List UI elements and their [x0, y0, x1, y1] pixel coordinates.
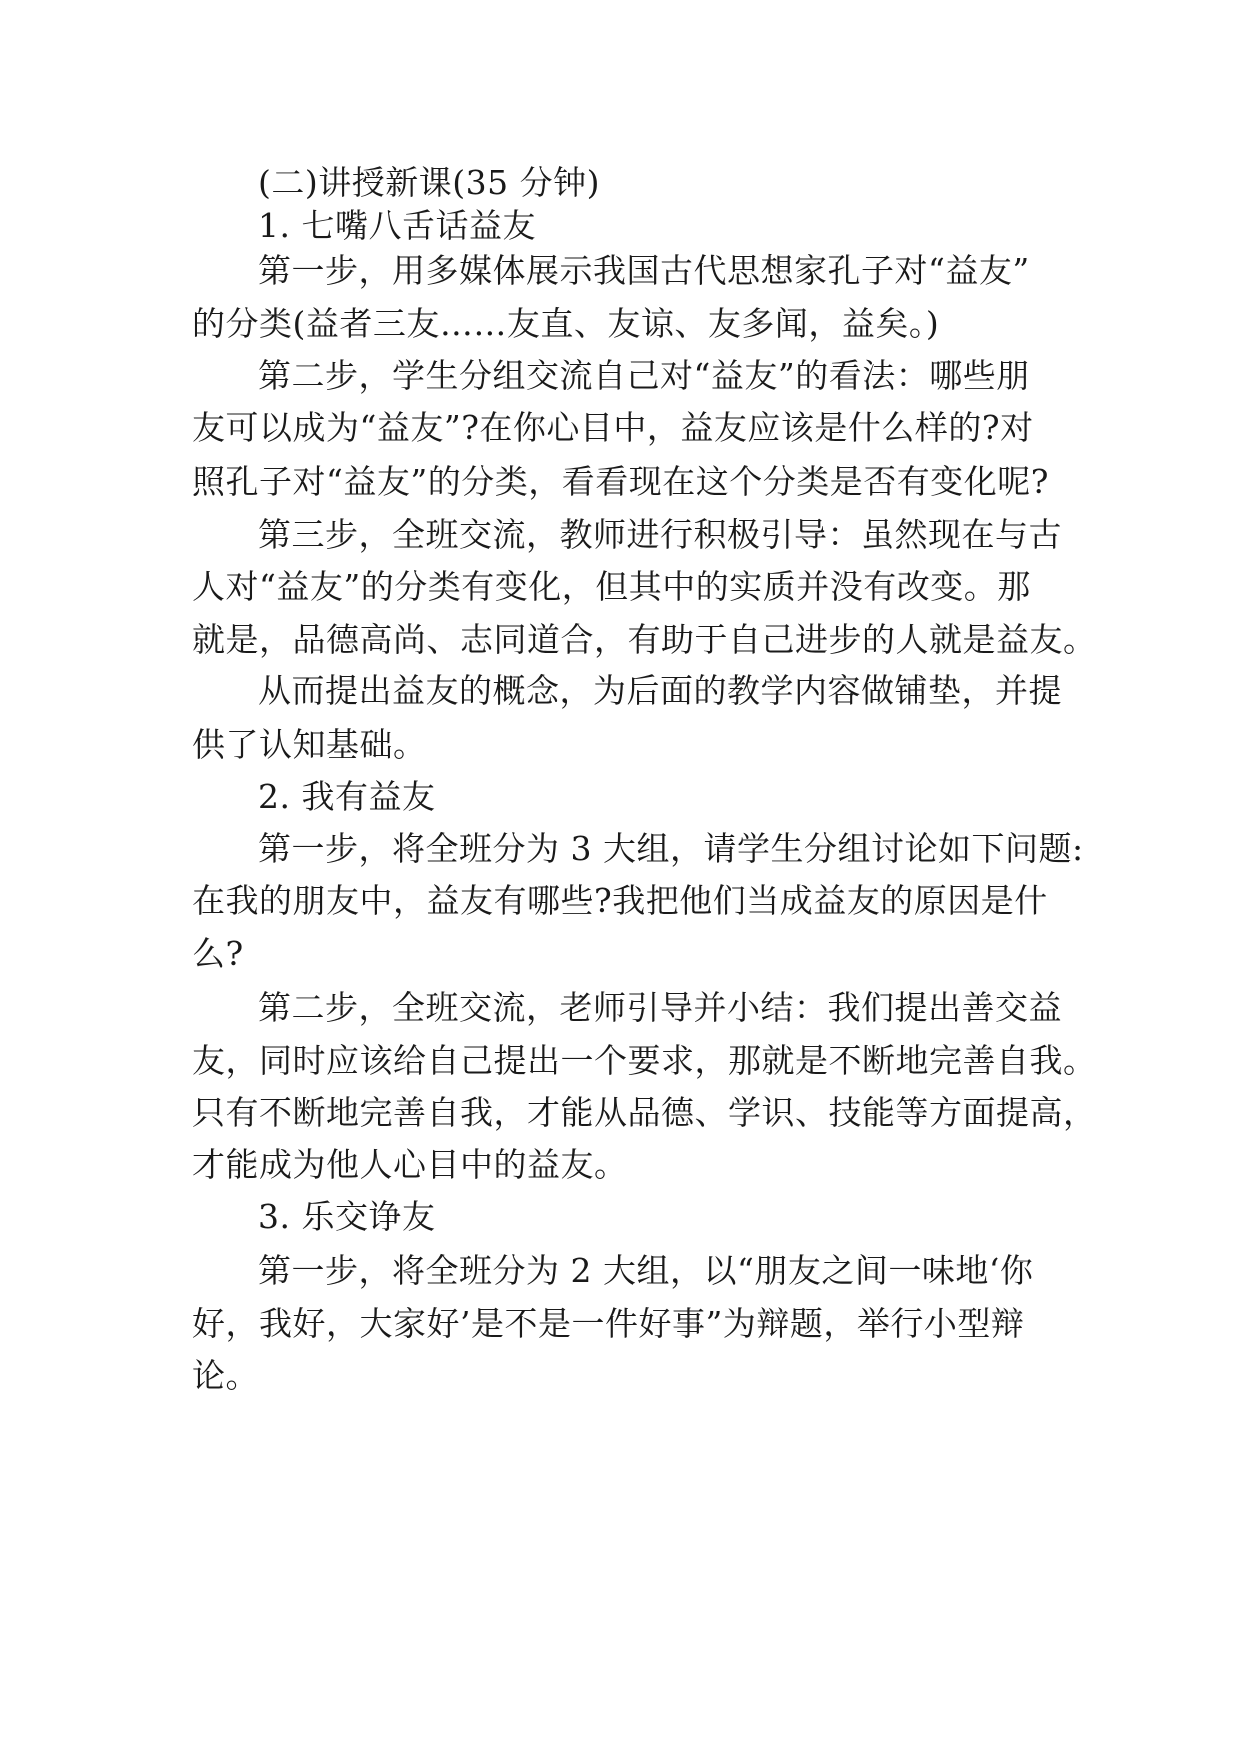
paragraph-line: 第二步，全班交流，老师引导并小结：我们提出善交益 [258, 988, 1062, 1027]
paragraph-line: 就是，品德高尚、志同道合，有助于自己进步的人就是益友。 [192, 620, 1097, 659]
subsection-heading: 1. 七嘴八舌话益友 [258, 206, 536, 245]
subsection-heading: 3. 乐交诤友 [258, 1197, 436, 1236]
paragraph-line: 第一步，将全班分为 3 大组，请学生分组讨论如下问题: [258, 829, 1084, 868]
paragraph-line: 只有不断地完善自我，才能从品德、学识、技能等方面提高， [192, 1093, 1097, 1132]
section-heading: (二)讲授新课(35 分钟) [258, 163, 600, 202]
paragraph-line: 么? [192, 934, 244, 973]
paragraph-line: 第一步，将全班分为 2 大组，以“朋友之间一味地‘你 [258, 1251, 1034, 1290]
paragraph-line: 人对“益友”的分类有变化，但其中的实质并没有改变。那 [192, 567, 1031, 606]
paragraph-line: 第三步，全班交流，教师进行积极引导：虽然现在与古 [258, 515, 1062, 554]
paragraph-line: 友，同时应该给自己提出一个要求，那就是不断地完善自我。 [192, 1041, 1097, 1080]
paragraph-line: 照孔子对“益友”的分类，看看现在这个分类是否有变化呢? [192, 462, 1049, 501]
paragraph-line: 论。 [192, 1356, 259, 1395]
subsection-heading: 2. 我有益友 [258, 777, 436, 816]
paragraph-line: 的分类(益者三友……友直、友谅、友多闻，益矣。) [192, 304, 940, 343]
paragraph-line: 从而提出益友的概念，为后面的教学内容做铺垫，并提 [258, 671, 1062, 710]
paragraph-line: 好，我好，大家好’是不是一件好事”为辩题，举行小型辩 [192, 1304, 1025, 1343]
paragraph-line: 在我的朋友中，益友有哪些?我把他们当成益友的原因是什 [192, 881, 1048, 920]
paragraph-line: 第二步，学生分组交流自己对“益友”的看法：哪些朋 [258, 356, 1030, 395]
paragraph-line: 第一步，用多媒体展示我国古代思想家孔子对“益友” [258, 251, 1030, 290]
paragraph-line: 友可以成为“益友”?在你心目中，益友应该是什么样的?对 [192, 408, 1034, 447]
paragraph-line: 才能成为他人心目中的益友。 [192, 1145, 628, 1184]
paragraph-line: 供了认知基础。 [192, 725, 427, 764]
